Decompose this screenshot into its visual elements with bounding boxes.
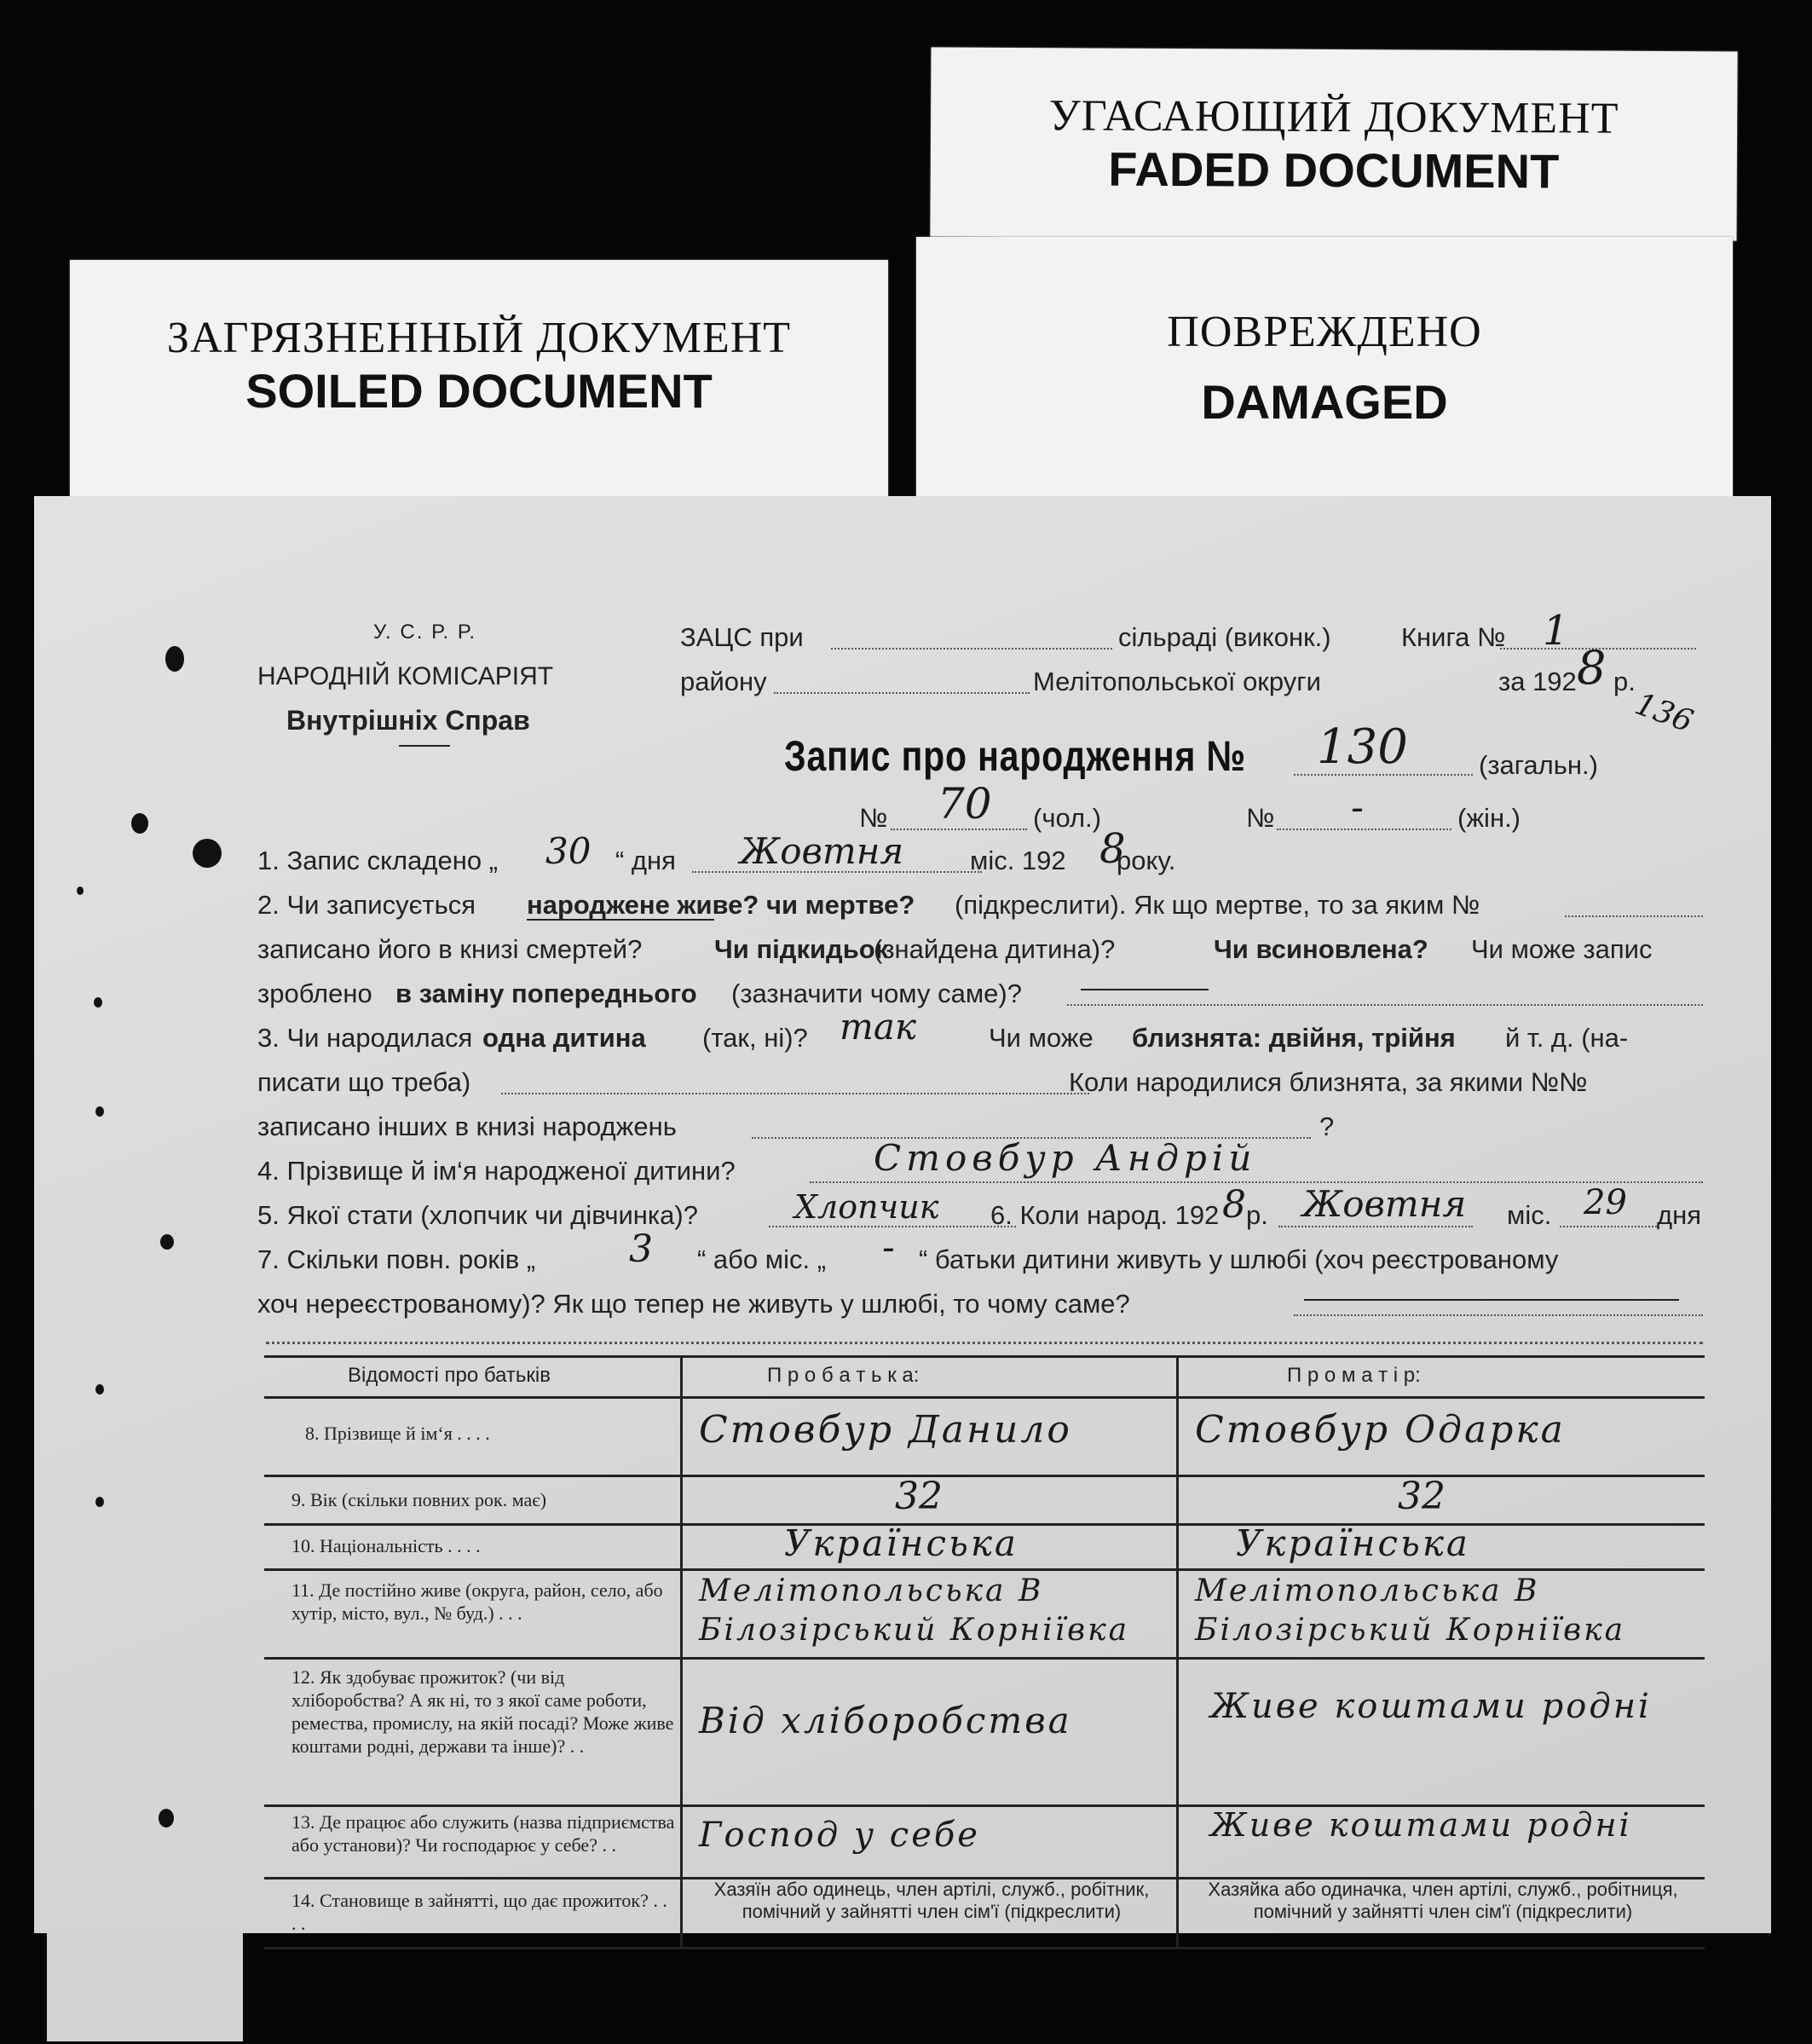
q6-month: Жовтня [1302,1183,1467,1225]
q1-year-digit: 8 [1099,825,1126,873]
table-bottom-border [264,1947,1705,1949]
mother-age: 32 [1398,1475,1446,1518]
male-label: (чол.) [1033,803,1102,833]
label-damaged-ru: ПОВРЕЖДЕНО [1167,308,1482,356]
q7-years: 3 [629,1227,653,1271]
father-name: Стовбур Данило [699,1408,1072,1452]
punch-hole [95,1384,104,1394]
dash-mark [1081,989,1209,990]
underline [399,745,450,747]
q11-label: 11. Де постійно живе (округа, район, село, або хутір, місто, вул., № буд.) . . . [291,1579,663,1624]
th-parents: Відомості про батьків [348,1364,551,1387]
q2-foundling: Чи підкидьок [714,934,889,964]
table-col-border [1176,1355,1179,1947]
table-col-border [680,1355,683,1947]
q6-year-suffix: р. [1246,1200,1268,1230]
q2-reason-field [1067,1004,1703,1006]
father-age: 32 [895,1475,943,1518]
q6-day-label: дня [1657,1200,1701,1230]
q2-found-child: (знайдена дитина)? [874,934,1116,964]
general-label: (загальн.) [1479,750,1598,780]
mother-livelihood: Живе коштами родні [1210,1687,1652,1726]
male-no-label: № [859,803,888,833]
q1-year-label: міс. 192 [970,846,1066,875]
q3-write: писати що треба) [257,1067,471,1097]
father-workplace: Господ у себе [699,1816,980,1855]
label-faded-ru: УГАСАЮЩИЙ ДОКУМЕНТ [1048,91,1619,143]
table-row-border [264,1475,1705,1477]
label-soiled-ru: ЗАГРЯЗНЕННЫЙ ДОКУМЕНТ [166,314,792,362]
male-number: 70 [938,779,992,829]
q1-day: 30 [545,830,591,872]
q6-label: 6. Коли народ. 192 [990,1200,1220,1230]
th-father: П р о б а т ь к а: [767,1364,920,1387]
q8-label: 8. Прізвище й ім‘я . . . . [305,1423,490,1444]
district-field [774,692,1030,694]
q6-month-field [1278,1226,1473,1227]
q1-year-suffix: року. [1117,846,1176,875]
q2-adopted: Чи всиновлена? [1214,934,1428,964]
year-label: за 192 [1498,667,1577,696]
father-nationality: Українська [784,1522,1019,1564]
mother-status-options: Хазяйка або одиначка, член артілі, служб., робітниця, помічний у зайнятті член сім'ї (підкреслити) [1208,1879,1678,1922]
org-internal-affairs: Внутрішніх Справ [286,705,530,736]
q5-sex: Хлопчик [794,1188,939,1226]
underline [527,919,714,921]
punch-hole [160,1234,174,1250]
q6-month-label: міс. [1507,1200,1552,1230]
q3-when-twins: Коли народилися близнята, за якими №№ [1069,1067,1588,1097]
punch-hole [165,646,184,672]
table-row-border [264,1568,1705,1571]
q7-label: 7. Скільки повн. років „ [257,1244,536,1274]
q4-child-name: Стовбур Андрій [874,1137,1257,1179]
q1-month: Жовтня [740,830,904,872]
table-top-border [264,1355,1705,1358]
punch-hole [77,886,84,895]
label-soiled-document [70,260,888,507]
book-label: Книга № [1401,622,1506,652]
q3-etc: й т. д. (на- [1505,1023,1629,1053]
label-soiled-en: SOILED DOCUMENT [245,364,713,418]
district-label: району [680,667,767,696]
zacs-label: ЗАЦС при [680,622,804,652]
punch-hole [193,839,222,868]
q6-day: 29 [1584,1183,1627,1222]
female-number: - [1351,786,1364,829]
q14-label: 14. Становище в зайнятті, що дає прожиток? . . . . [291,1890,667,1934]
q3-single-child: одна дитина [482,1023,646,1053]
q2-alive-dead: народжене живе? чи мертве? [527,890,915,920]
label-faded-document [930,48,1737,241]
q3-answer: так [840,1006,916,1048]
label-faded-en: FADED DOCUMENT [1108,141,1560,199]
label-damaged-document [916,237,1733,498]
female-no-label: № [1246,803,1275,833]
year-digit: 8 [1577,641,1607,695]
q7-reason-field [1294,1314,1703,1316]
org-commissariat: НАРОДНІЙ КОМІСАРІЯТ [257,662,554,690]
q3-recorded: записано інших в книзі народжень [257,1111,677,1141]
form-title: Запис про народження № [784,732,1246,780]
q3-may: Чи може [989,1023,1094,1053]
th-mother: П р о м а т і р: [1287,1364,1421,1387]
q7-unregistered: хоч нереєстрованому)? Як що тепер не живуть у шлюбі, то чому саме? [257,1289,1130,1319]
q13-label: 13. Де працює або служить (назва підприємства або установи)? Чи господарює у себе? . . [291,1811,675,1856]
q2-may-record: Чи може запис [1471,934,1653,964]
punch-hole [131,813,148,834]
punch-hole [95,1497,104,1507]
silrada-label: сільраді (виконк.) [1118,622,1331,652]
mother-name: Стовбур Одарка [1195,1408,1566,1452]
female-no-field [1277,829,1451,830]
q2-label: 2. Чи записується [257,890,476,920]
q7-months: - [882,1226,895,1269]
q3-label: 3. Чи народилася [257,1023,473,1053]
dash-mark [1304,1299,1679,1301]
q2-replacement: в заміну попереднього [395,979,697,1008]
q6-year-digit: 8 [1222,1183,1246,1227]
mother-workplace: Живе коштами родні [1210,1806,1632,1844]
separator [266,1342,1703,1344]
q3-yes-no: (так, ні)? [702,1023,808,1053]
male-no-field [891,829,1027,830]
q1-label: 1. Запис складено „ [257,846,499,875]
q7-marriage: “ батьки дитини живуть у шлюбі (хоч реєстрованому [919,1244,1559,1274]
punch-hole [94,997,102,1008]
okruha-label: Мелітопольської округи [1033,667,1321,696]
q10-label: 10. Національність . . . . [291,1535,481,1556]
record-number: 130 [1317,719,1408,775]
q7-months-label: “ або міс. „ [697,1244,827,1274]
q4-label: 4. Прізвище й ім‘я народженої дитини? [257,1156,736,1186]
father-livelihood: Від хліборобства [699,1700,1072,1741]
punch-hole [95,1106,104,1117]
q2-death-book: записано його в книзі смертей? [257,934,643,964]
q2-death-no: (підкреслити). Як що мертве, то за яким № [955,890,1480,920]
q2-death-field [1565,915,1703,917]
q5-label: 5. Якої стати (хлопчик чи дівчинка)? [257,1200,698,1230]
q3-twins: близнята: двійня, трійня [1132,1023,1456,1053]
q6-day-field [1560,1226,1657,1227]
org-ussr: У. С. Р. Р. [373,621,477,644]
q3-write-field [501,1093,1089,1094]
father-status-options: Хазяїн або одинець, член артілі, служб., робітник, помічний у зайнятті член сім'ї (підкреслити) [713,1879,1150,1922]
punch-hole [159,1809,174,1827]
zacs-field [831,648,1112,650]
q12-label: 12. Як здобуває прожиток? (чи від хліборобства? А як ні, то з якої саме роботи, ремества, промислу, на якій посаді? Може живе коштами родні, держави та інше)? . . [291,1666,674,1757]
q1-day-label: “ дня [615,846,676,875]
q2-reason: (зазначити чому саме)? [731,979,1022,1008]
female-label: (жін.) [1457,803,1521,833]
corner-note: 136 [1630,686,1698,740]
q4-field [810,1181,1703,1183]
year-suffix: р. [1613,667,1636,696]
q9-label: 9. Вік (скільки повних рок. має) [291,1489,547,1510]
q2-made: зроблено [257,979,372,1008]
father-residence: Мелітопольська В Білозірський Корніївка [699,1573,1130,1648]
table-row-border [264,1396,1705,1399]
mother-residence: Мелітопольська В Білозірський Корніївка [1195,1573,1626,1648]
label-damaged-en: DAMAGED [1201,375,1448,429]
birth-record-form [34,496,1771,1933]
table-row-border [264,1657,1705,1660]
q3-qmark: ? [1319,1111,1335,1141]
mother-nationality: Українська [1236,1522,1470,1564]
book-number: 1 [1543,607,1569,655]
